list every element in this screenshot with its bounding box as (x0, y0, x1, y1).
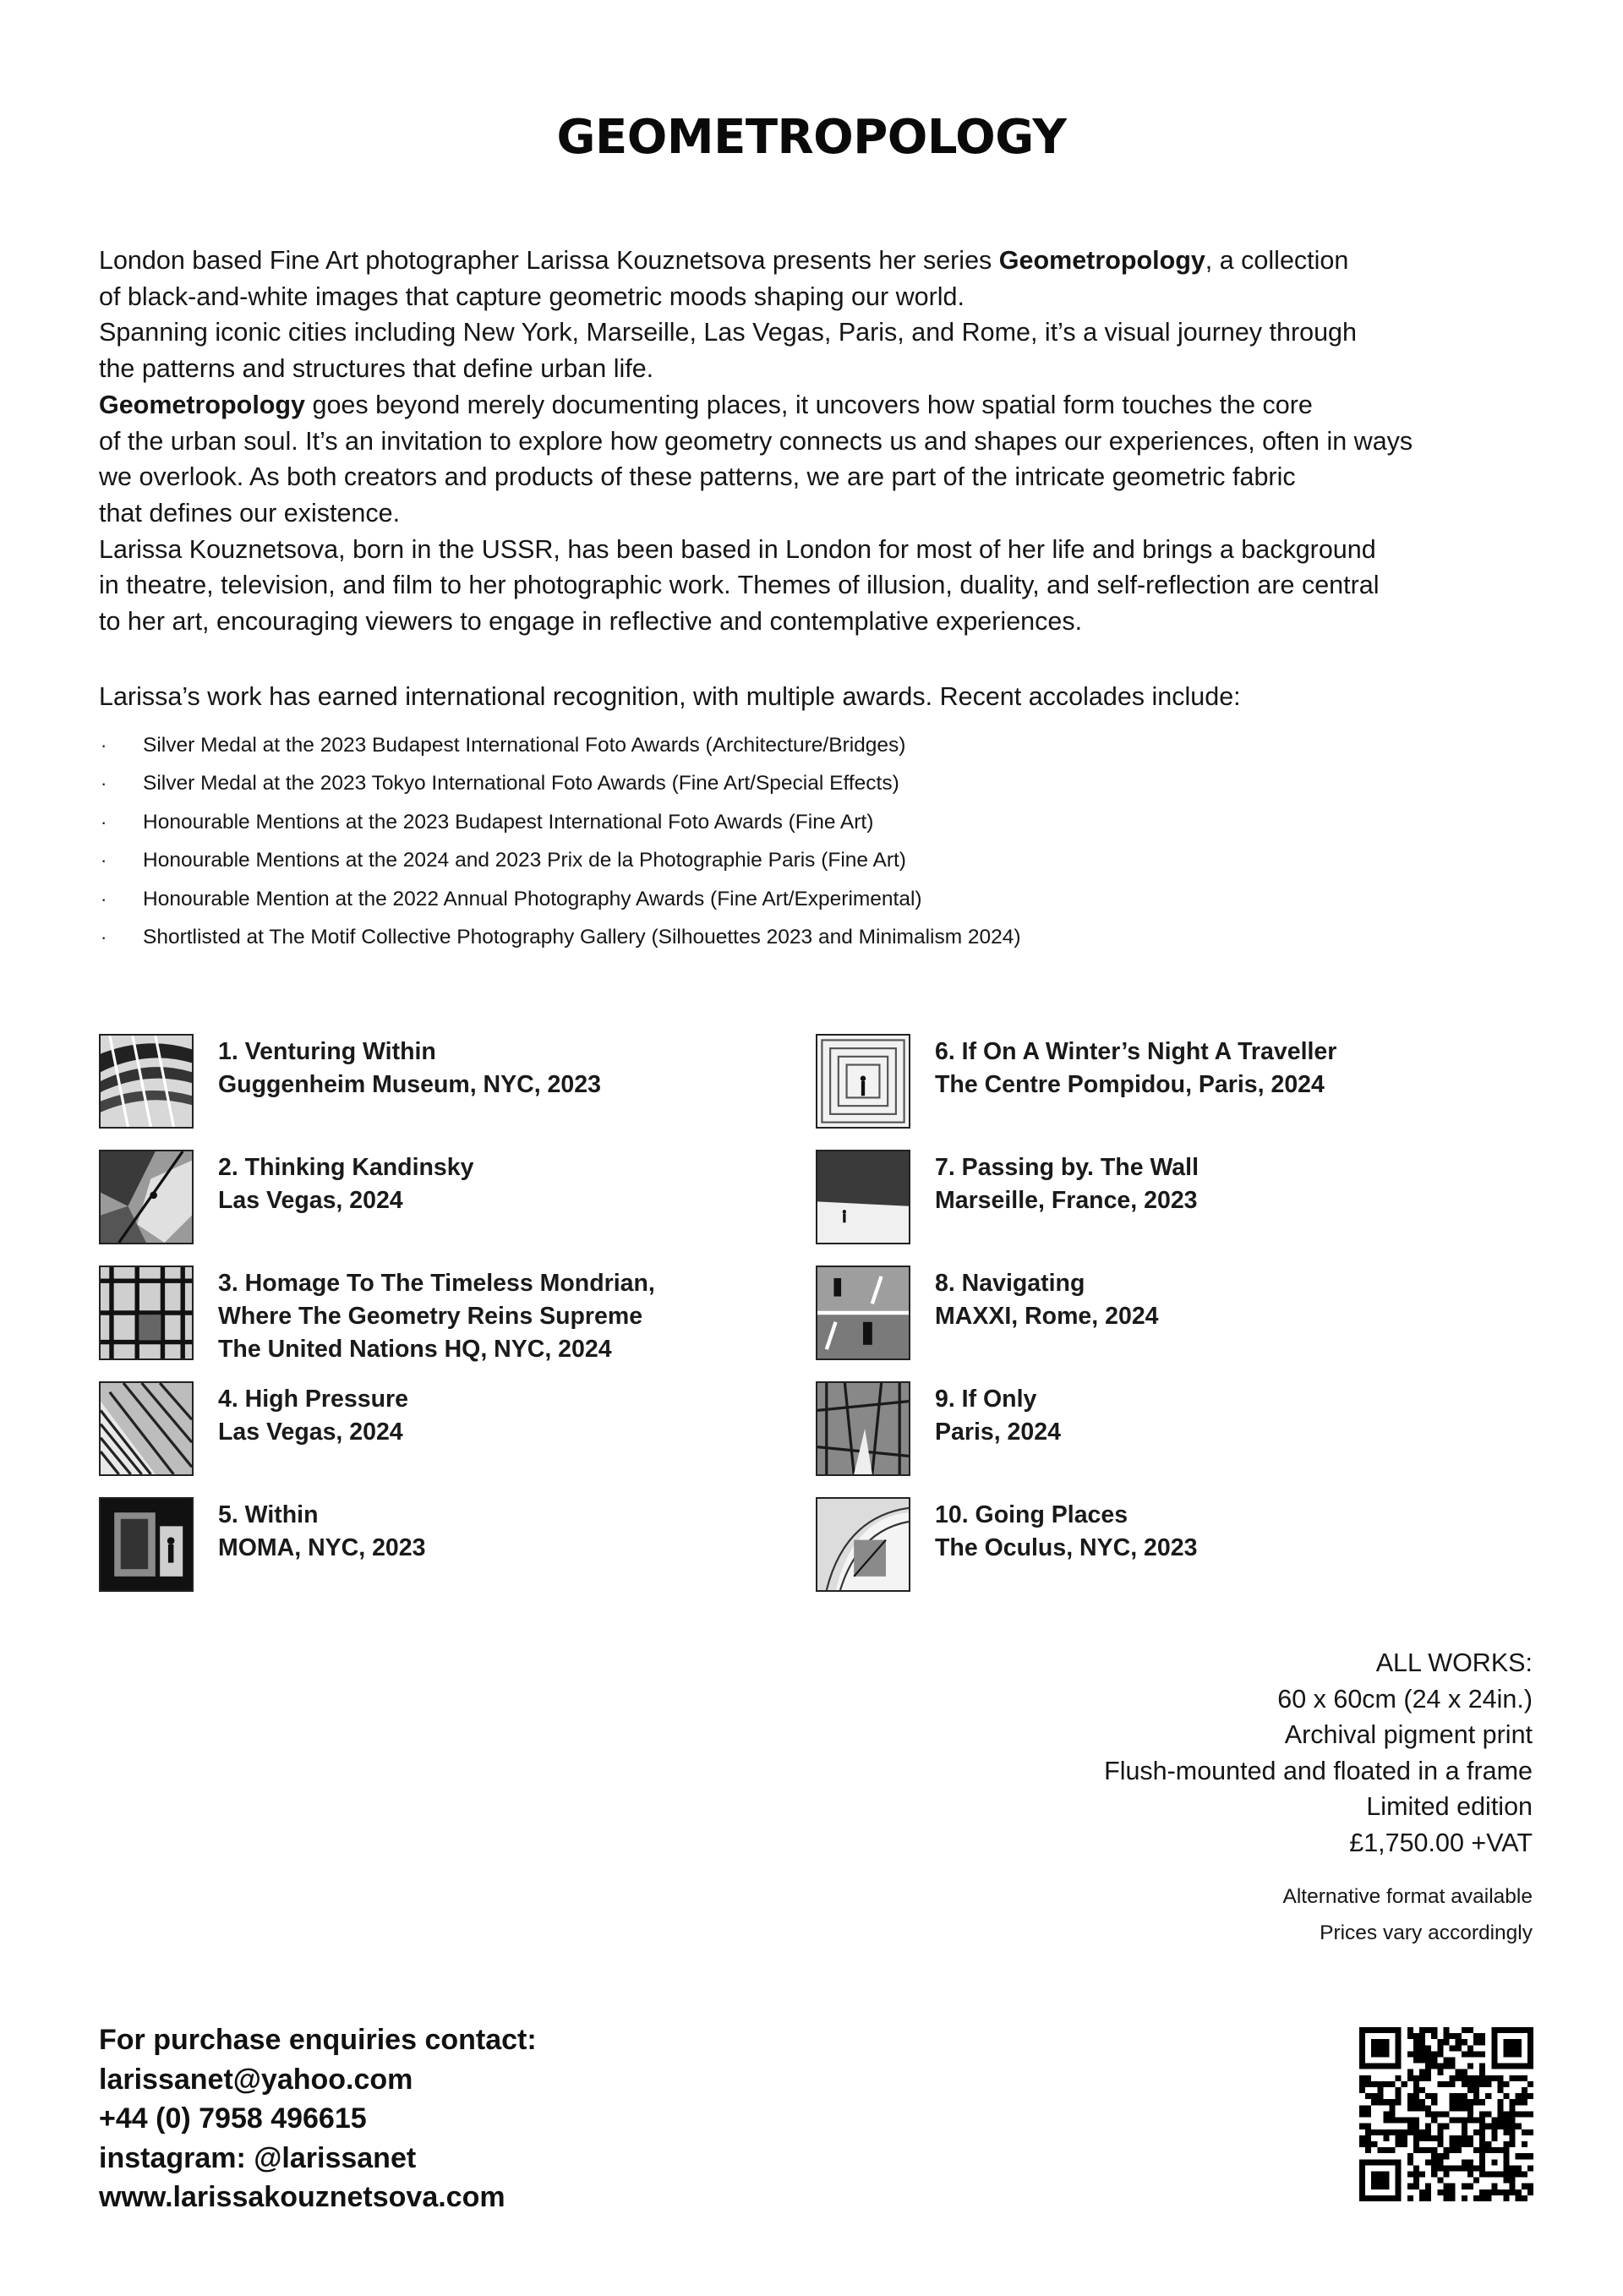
work-item (816, 1266, 1509, 1381)
works-list-right (816, 1034, 1509, 1613)
work-location: Guggenheim Museum, NYC, 2023 (218, 1071, 601, 1098)
specs-note-line: Alternative format available (1282, 1885, 1533, 1908)
work-item (816, 1150, 1509, 1266)
work-title: 9. If Only (935, 1386, 1037, 1413)
contact-block (99, 2020, 537, 2217)
work-caption (935, 1383, 1061, 1449)
award-item: · Honourable Mention at the 2022 Annual Photography Awards (Fine Art/Experimental) (99, 885, 1021, 923)
contact-website[interactable]: www.larissakouznetsova.com (99, 2181, 505, 2213)
work-item (99, 1150, 792, 1266)
specs-block (1104, 1645, 1533, 1861)
intro-line: that defines our existence. (99, 498, 401, 528)
work-caption (218, 1036, 601, 1102)
specs-mount: Flush-mounted and floated in a frame (1104, 1756, 1533, 1785)
specs-edition: Limited edition (1366, 1792, 1533, 1821)
work-location: Las Vegas, 2024 (218, 1187, 403, 1214)
work-location: Paris, 2024 (935, 1419, 1061, 1446)
award-item: · Silver Medal at the 2023 Tokyo International Foto Awards (Fine Art/Special Effects) (99, 769, 1021, 807)
intro-line: Spanning iconic cities including New York, Marseille, Las Vegas, Paris, and Rome, it’s a visual journey through (99, 318, 1357, 347)
work-title: 7. Passing by. The Wall (935, 1154, 1199, 1181)
work-title: 6. If On A Winter’s Night A Traveller (935, 1038, 1337, 1065)
page-title: GEOMETROPOLOGY (556, 110, 1067, 165)
intro-text (99, 243, 1536, 640)
work-item (99, 1497, 792, 1613)
work-caption (218, 1267, 655, 1366)
work-item (99, 1381, 792, 1497)
work-title: 2. Thinking Kandinsky (218, 1154, 474, 1181)
works-list-left (99, 1034, 792, 1613)
specs-price: £1,750.00 +VAT (1349, 1828, 1533, 1857)
award-item: · Silver Medal at the 2023 Budapest International Foto Awards (Architecture/Bridges) (99, 731, 1021, 769)
work-caption (218, 1383, 408, 1449)
artwork-thumbnail (816, 1150, 910, 1244)
work-location: The Centre Pompidou, Paris, 2024 (935, 1071, 1325, 1098)
work-caption (935, 1151, 1199, 1217)
award-item: · Shortlisted at The Motif Collective Photography Gallery (Silhouettes 2023 and Minimalism 2024) (99, 923, 1021, 961)
intro-line: of black-and-white images that capture geometric moods shaping our world. (99, 282, 965, 311)
bullet-icon: · (101, 735, 107, 756)
awards-list (99, 731, 1021, 961)
work-title: 3. Homage To The Timeless Mondrian, (218, 1270, 655, 1297)
specs-note-line: Prices vary accordingly (1320, 1922, 1533, 1944)
work-location: Las Vegas, 2024 (218, 1419, 403, 1446)
contact-phone[interactable]: +44 (0) 7958 496615 (99, 2102, 367, 2135)
artwork-thumbnail (816, 1034, 910, 1129)
work-title: 4. High Pressure (218, 1386, 408, 1413)
work-item (816, 1497, 1509, 1613)
work-location: The Oculus, NYC, 2023 (935, 1534, 1198, 1561)
artwork-thumbnail (816, 1497, 910, 1592)
qr-code-icon[interactable] (1359, 2027, 1533, 2201)
work-caption (218, 1499, 425, 1565)
contact-instagram[interactable]: instagram: @larissanet (99, 2141, 417, 2174)
work-title: 1. Venturing Within (218, 1038, 436, 1065)
bullet-icon: · (101, 850, 107, 872)
award-item: · Honourable Mentions at the 2024 and 2023 Prix de la Photographie Paris (Fine Art) (99, 846, 1021, 884)
intro-line: we overlook. As both creators and products of these patterns, we are part of the intricate geometric fabric (99, 462, 1296, 492)
intro-line: of the urban soul. It’s an invitation to explore how geometry connects us and shapes our experiences, often in ways (99, 426, 1413, 456)
artwork-thumbnail (99, 1266, 194, 1360)
intro-line: the patterns and structures that define urban life. (99, 354, 654, 384)
work-location: MAXXI, Rome, 2024 (935, 1303, 1159, 1330)
bullet-icon: · (101, 811, 107, 833)
contact-email[interactable]: larissanet@yahoo.com (99, 2063, 413, 2096)
specs-size: 60 x 60cm (24 x 24in.) (1277, 1684, 1533, 1714)
intro-line: to her art, encouraging viewers to engage in reflective and contemplative experiences. (99, 607, 1083, 637)
work-item (99, 1266, 792, 1381)
intro-line: in theatre, television, and film to her photographic work. Themes of illusion, duality, and self-reflection are central (99, 571, 1380, 600)
bullet-icon: · (101, 773, 107, 795)
bullet-icon: · (101, 926, 107, 948)
intro-line: Geometropology goes beyond merely documenting places, it uncovers how spatial form touches the core (99, 390, 1313, 419)
work-location: Marseille, France, 2023 (935, 1187, 1198, 1214)
work-caption (935, 1036, 1336, 1102)
artwork-thumbnail (99, 1150, 194, 1244)
artwork-thumbnail (99, 1034, 194, 1129)
work-location: The United Nations HQ, NYC, 2024 (218, 1336, 612, 1363)
bullet-icon: · (101, 888, 107, 910)
work-title: 10. Going Places (935, 1501, 1128, 1528)
work-item (816, 1381, 1509, 1497)
work-caption (218, 1151, 473, 1217)
artwork-thumbnail (99, 1381, 194, 1476)
work-title: 8. Navigating (935, 1270, 1085, 1297)
contact-heading: For purchase enquiries contact: (99, 2024, 537, 2056)
specs-note (1282, 1878, 1533, 1951)
recognition-text: Larissa’s work has earned international recognition, with multiple awards. Recent accolades include: (99, 682, 1241, 711)
artwork-thumbnail (99, 1497, 194, 1592)
specs-heading: ALL WORKS: (1375, 1648, 1533, 1677)
work-caption (935, 1267, 1159, 1333)
work-item (99, 1034, 792, 1150)
work-location: MOMA, NYC, 2023 (218, 1534, 426, 1561)
award-item: · Honourable Mentions at the 2023 Budapest International Foto Awards (Fine Art) (99, 808, 1021, 846)
work-title: 5. Within (218, 1501, 319, 1528)
specs-print: Archival pigment print (1284, 1720, 1533, 1749)
artwork-thumbnail (816, 1381, 910, 1476)
intro-line: London based Fine Art photographer Larissa Kouznetsova presents her series Geometropology, a collection (99, 246, 1349, 275)
work-caption (935, 1499, 1197, 1565)
work-title-cont: Where The Geometry Reins Supreme (218, 1303, 643, 1330)
intro-line: Larissa Kouznetsova, born in the USSR, has been based in London for most of her life and brings a background (99, 534, 1376, 564)
artwork-thumbnail (816, 1266, 910, 1360)
work-item (816, 1034, 1509, 1150)
